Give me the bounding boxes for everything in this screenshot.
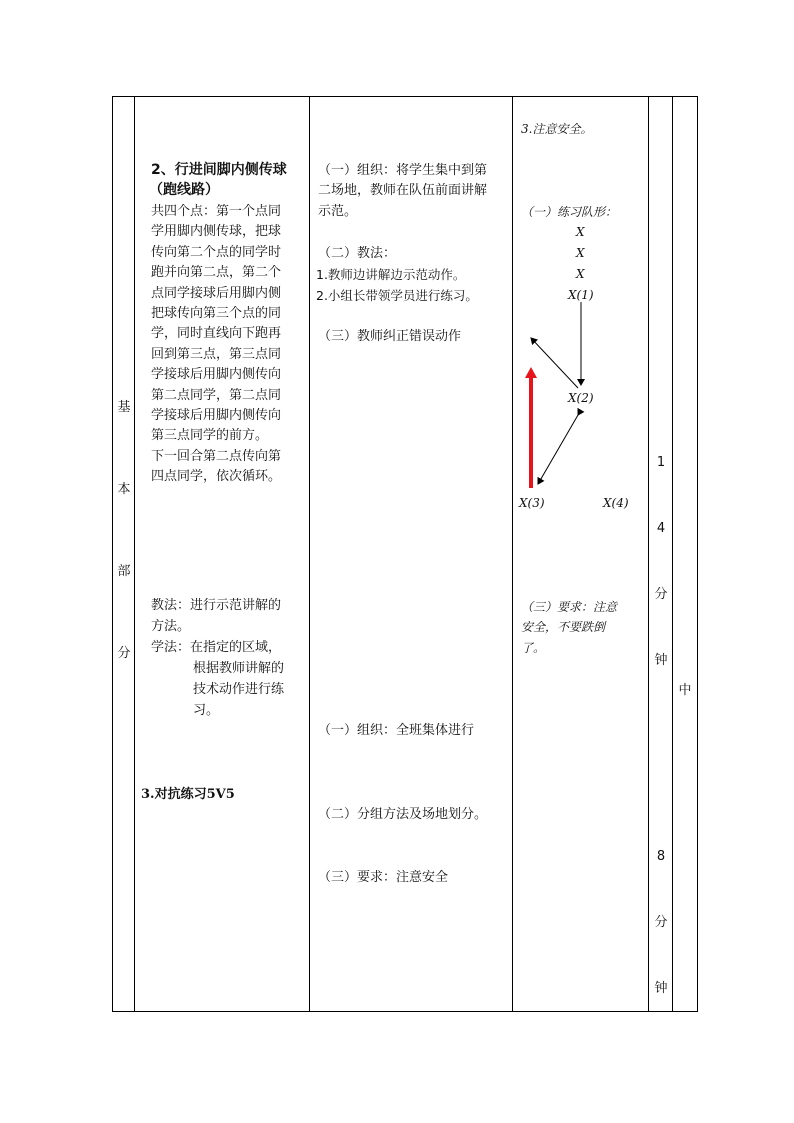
formation-title: （一）练习队形： — [521, 205, 618, 219]
drill-title: 2、行进间脚内侧传球 — [151, 162, 287, 178]
time-char: 8 — [656, 849, 666, 864]
drill-desc-line: 第三点同学的前方。 — [151, 428, 269, 444]
column-divider-1 — [134, 96, 135, 1012]
requirement-note — [521, 597, 617, 658]
formation-x-label: X(2) — [568, 391, 594, 405]
requirement-line: 了。 — [521, 640, 546, 655]
section-label-char: 本 — [117, 482, 131, 497]
drill-desc-line: 四点同学，依次循环。 — [151, 469, 282, 485]
column-divider-5 — [672, 96, 673, 1012]
drill-desc-line: 学接球后用脚内侧传向 — [151, 408, 282, 424]
drill-desc-line: 第二点同学，第二点同 — [151, 387, 282, 403]
table-bottom-border — [112, 1011, 698, 1012]
formation-x-label: X — [576, 267, 585, 281]
time-char: 1 — [656, 455, 666, 470]
drill-desc-line: 学接球后用脚内侧传向 — [151, 367, 282, 383]
time-char: 4 — [656, 521, 666, 536]
formation-x-label: X(3) — [519, 496, 545, 510]
formation-diagram — [514, 290, 647, 500]
section-label — [114, 348, 134, 724]
time-char: 分 — [654, 587, 668, 602]
drill-desc-line: 学用脚内侧传球，把球 — [151, 224, 282, 240]
section-label-char: 分 — [117, 646, 131, 661]
drill-desc-line: 学，同时直线向下跑再 — [151, 326, 282, 342]
column-divider-2 — [309, 96, 310, 1012]
drill-desc-line: 回到第三点，第三点同 — [151, 346, 282, 362]
requirement-text: （三）要求：注意安全 — [318, 870, 449, 885]
time-char: 钟 — [654, 653, 668, 668]
drill-desc-line: 传向第二个点的同学时 — [151, 244, 282, 260]
drill-desc-line: 把球传向第三个点的同 — [151, 306, 282, 322]
method-line: 2.小组长带领学员进行练习。 — [316, 288, 478, 303]
section-label-char: 基 — [117, 400, 131, 415]
formation-x-label: X — [576, 246, 585, 260]
correction-text: （三）教师纠正错误动作 — [318, 329, 462, 344]
formation-x-label: X(1) — [568, 288, 594, 302]
method-line: 1.教师边讲解边示范动作。 — [316, 267, 466, 282]
table-right-border — [697, 96, 698, 1012]
drill-desc-line: 下一回合第二点传向第 — [151, 448, 282, 464]
time-char: 钟 — [654, 981, 668, 996]
organization-line: （一）组织：将学生集中到第 — [318, 163, 488, 178]
teaching-method-cont: 方法。 — [151, 619, 191, 634]
run-arrow-2-up-left — [531, 338, 578, 388]
requirement-line: （三）要求：注意 — [521, 600, 618, 614]
safety-note: 3.注意安全。 — [521, 122, 593, 136]
formation-x-label: X(4) — [603, 496, 629, 510]
drill-subtitle: （跑线路） — [149, 182, 219, 198]
grouping-text: （二）分组方法及场地划分。 — [318, 807, 488, 822]
learning-method: 学法：在指定的区域， — [151, 640, 282, 655]
time-duration-1 — [651, 408, 671, 716]
time-char: 分 — [654, 915, 668, 930]
requirement-line: 安全，不要跌倒 — [521, 620, 606, 635]
match-title: 3.对抗练习5V5 — [141, 787, 235, 802]
organization-block-1 — [318, 161, 487, 222]
learning-method-cont: 习。 — [193, 703, 220, 718]
column-divider-4 — [648, 96, 649, 1012]
organization-2: （一）组织：全班集体进行 — [318, 723, 475, 738]
method-title: （二）教法： — [318, 246, 397, 261]
learning-method-cont: 根据教师讲解的 — [193, 661, 285, 676]
teaching-method: 教法：进行示范讲解的 — [151, 598, 282, 613]
intensity-level: 中 — [678, 683, 692, 698]
table-top-border — [112, 96, 698, 97]
time-duration-2 — [651, 802, 671, 1044]
section-label-char: 部 — [117, 564, 131, 579]
formation-x-label: X — [576, 225, 585, 239]
drill-desc-line: 点同学接球后用脚内侧 — [151, 285, 282, 301]
table-left-border — [112, 96, 113, 1012]
organization-line: 二场地，教师在队伍前面讲解 — [318, 183, 488, 199]
drill-description — [151, 202, 281, 488]
drill-desc-line: 共四个点：第一个点同 — [151, 204, 282, 219]
drill-desc-line: 跑并向第二点，第二个 — [151, 265, 282, 281]
learning-method-cont: 技术动作进行练 — [193, 682, 285, 697]
organization-line: 示范。 — [318, 203, 358, 219]
column-divider-3 — [512, 96, 513, 1012]
pass-arrow-2-to-3 — [538, 415, 578, 484]
